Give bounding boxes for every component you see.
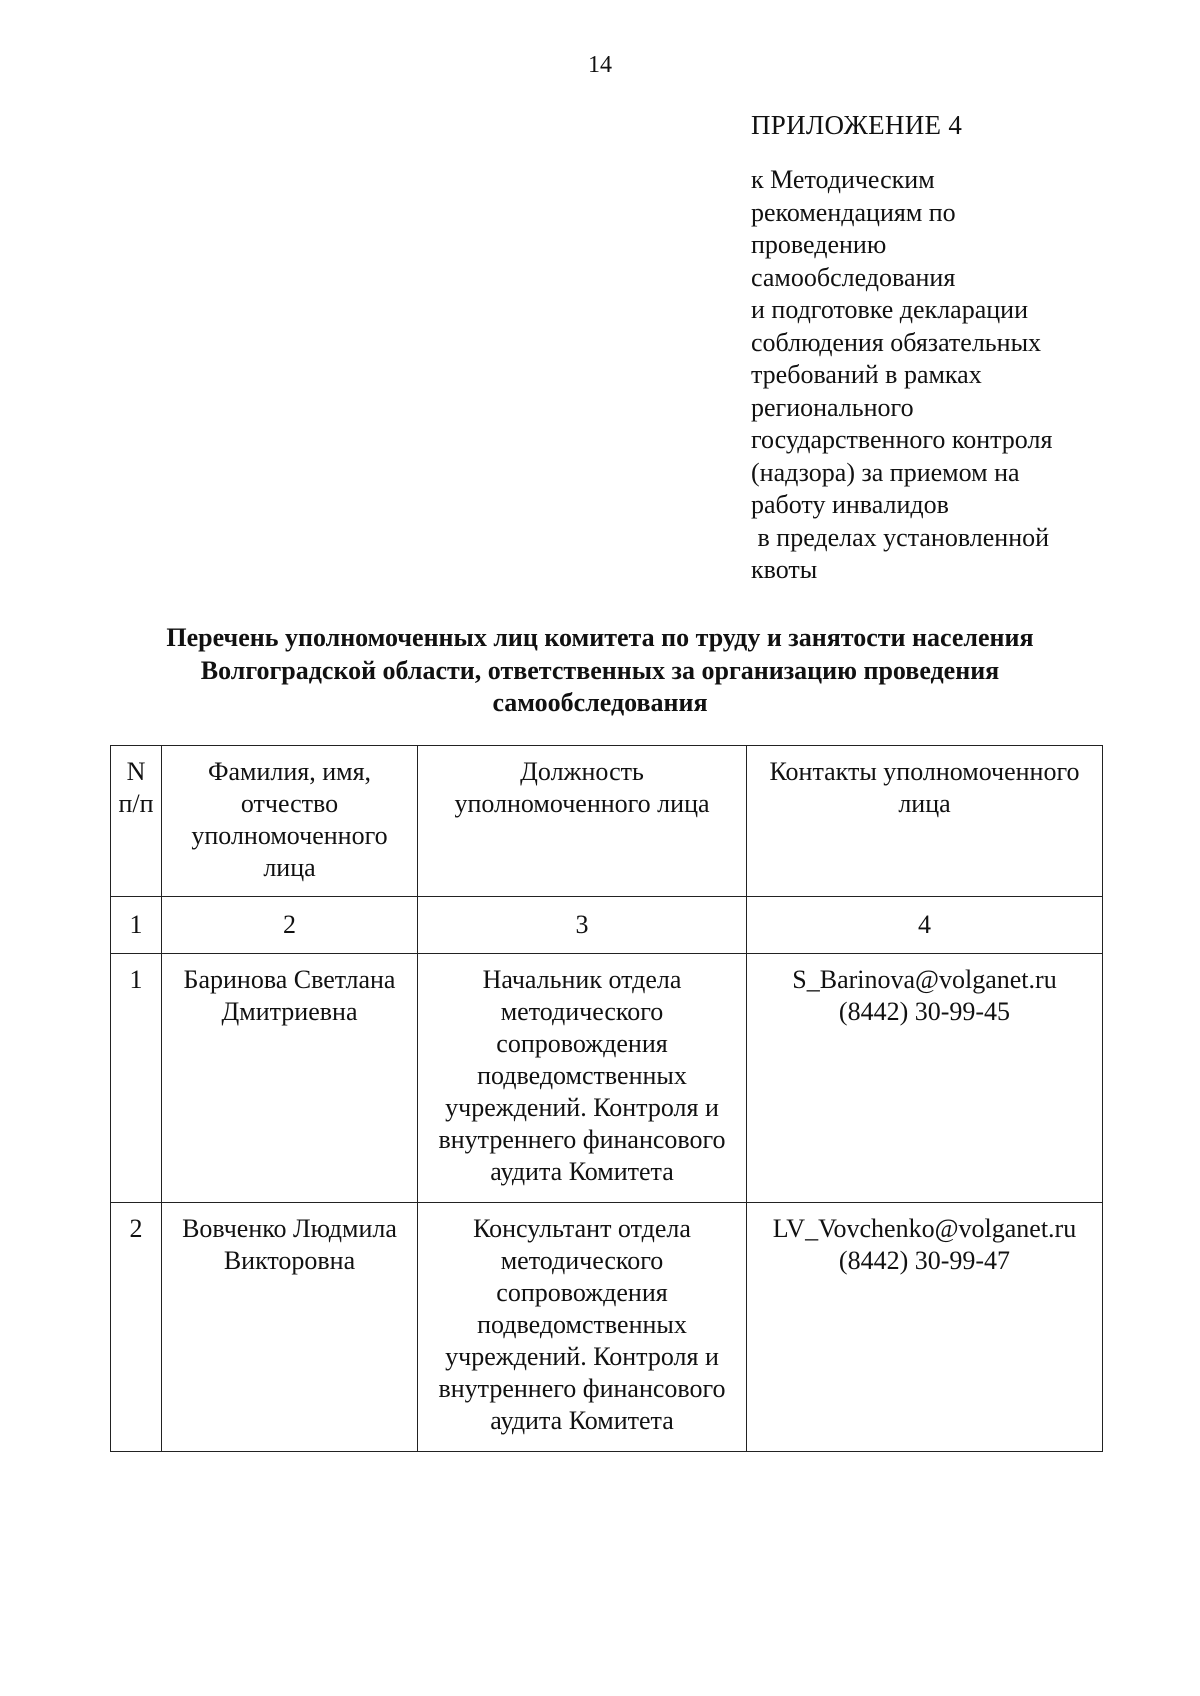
person-position-line: методического — [500, 997, 664, 1026]
row-number-cell: 2 — [111, 1203, 162, 1452]
table-row — [111, 954, 1103, 1203]
header-cell-number — [111, 746, 162, 897]
person-position-cell — [418, 1203, 747, 1452]
person-contacts-cell — [747, 1203, 1103, 1452]
column-number-cell: 4 — [747, 897, 1103, 954]
table-row — [111, 1203, 1103, 1452]
person-position-line: аудита Комитета — [490, 1406, 674, 1435]
header-cell-contacts — [747, 746, 1103, 897]
appendix-description — [751, 164, 1171, 587]
document-title-line: Перечень уполномоченных лиц комитета по труду и занятости населения — [166, 623, 1034, 652]
appendix-title: ПРИЛОЖЕНИЕ 4 — [751, 110, 963, 140]
person-position-line: сопровождения — [496, 1029, 668, 1058]
header-text: уполномоченного — [191, 821, 388, 850]
person-position-line: подведомственных — [477, 1061, 687, 1090]
person-name-cell — [162, 954, 418, 1203]
column-number-row — [111, 897, 1103, 954]
appendix-line: в пределах установленной — [751, 522, 1050, 552]
column-number-cell: 3 — [418, 897, 747, 954]
appendix-block — [751, 108, 1171, 587]
header-text: Фамилия, имя, — [207, 757, 372, 786]
person-position-line: внутреннего финансового — [438, 1374, 726, 1403]
header-text: отчество — [240, 789, 339, 818]
person-position-line: учреждений. Контроля и — [445, 1342, 719, 1371]
person-position-cell — [418, 954, 747, 1203]
header-text: N — [126, 757, 146, 786]
header-text: лица — [898, 789, 951, 818]
header-cell-name — [162, 746, 418, 897]
header-text: Контакты уполномоченного — [769, 757, 1080, 786]
person-email: LV_Vovchenko@volganet.ru — [772, 1214, 1077, 1243]
header-text: лица — [263, 853, 316, 882]
person-position-line: внутреннего финансового — [438, 1125, 726, 1154]
person-phone: (8442) 30-99-47 — [838, 1246, 1011, 1275]
appendix-line: регионального — [751, 392, 914, 422]
page-number: 14 — [588, 52, 612, 78]
person-position-line: методического — [500, 1246, 664, 1275]
column-number-cell: 2 — [162, 897, 418, 954]
document-title-line: Волгоградской области, ответственных за организацию проведения — [200, 655, 1000, 685]
authorized-persons-table — [110, 745, 1103, 1452]
person-email: S_Barinova@volganet.ru — [792, 965, 1057, 994]
document-title — [60, 622, 1140, 720]
person-contacts-cell — [747, 954, 1103, 1203]
person-name-line: Викторовна — [223, 1246, 356, 1275]
person-phone: (8442) 30-99-45 — [838, 997, 1011, 1026]
appendix-line: государственного контроля — [751, 425, 1053, 454]
header-text: Должность — [520, 757, 644, 786]
person-position-line: учреждений. Контроля и — [445, 1093, 719, 1122]
header-text: п/п — [118, 789, 154, 818]
appendix-line: требований в рамках — [751, 360, 982, 389]
appendix-line: проведению — [751, 230, 887, 259]
person-position-line: Начальник отдела — [482, 965, 682, 994]
document-title-line: самообследования — [492, 688, 708, 717]
person-position-line: подведомственных — [477, 1310, 687, 1339]
table-header-row — [111, 746, 1103, 897]
person-position-line: Консультант отдела — [473, 1214, 691, 1243]
header-text: уполномоченного лица — [454, 789, 710, 818]
appendix-line: самообследования — [751, 262, 956, 292]
person-position-line: аудита Комитета — [490, 1157, 674, 1186]
appendix-line: работу инвалидов — [751, 490, 949, 519]
person-name-cell — [162, 1203, 418, 1452]
appendix-line: рекомендациям по — [751, 197, 956, 227]
appendix-line: квоты — [751, 555, 818, 584]
appendix-line: (надзора) за приемом на — [751, 457, 1020, 487]
appendix-line: соблюдения обязательных — [751, 327, 1042, 357]
person-name-line: Вовченко Людмила — [182, 1214, 397, 1243]
appendix-line: к Методическим — [751, 165, 935, 194]
appendix-line: и подготовке декларации — [751, 295, 1028, 324]
person-position-line: сопровождения — [496, 1278, 668, 1307]
header-cell-position — [418, 746, 747, 897]
column-number-cell: 1 — [111, 897, 162, 954]
person-name-line: Дмитриевна — [221, 997, 358, 1026]
row-number-cell: 1 — [111, 954, 162, 1203]
person-name-line: Баринова Светлана — [183, 965, 396, 994]
